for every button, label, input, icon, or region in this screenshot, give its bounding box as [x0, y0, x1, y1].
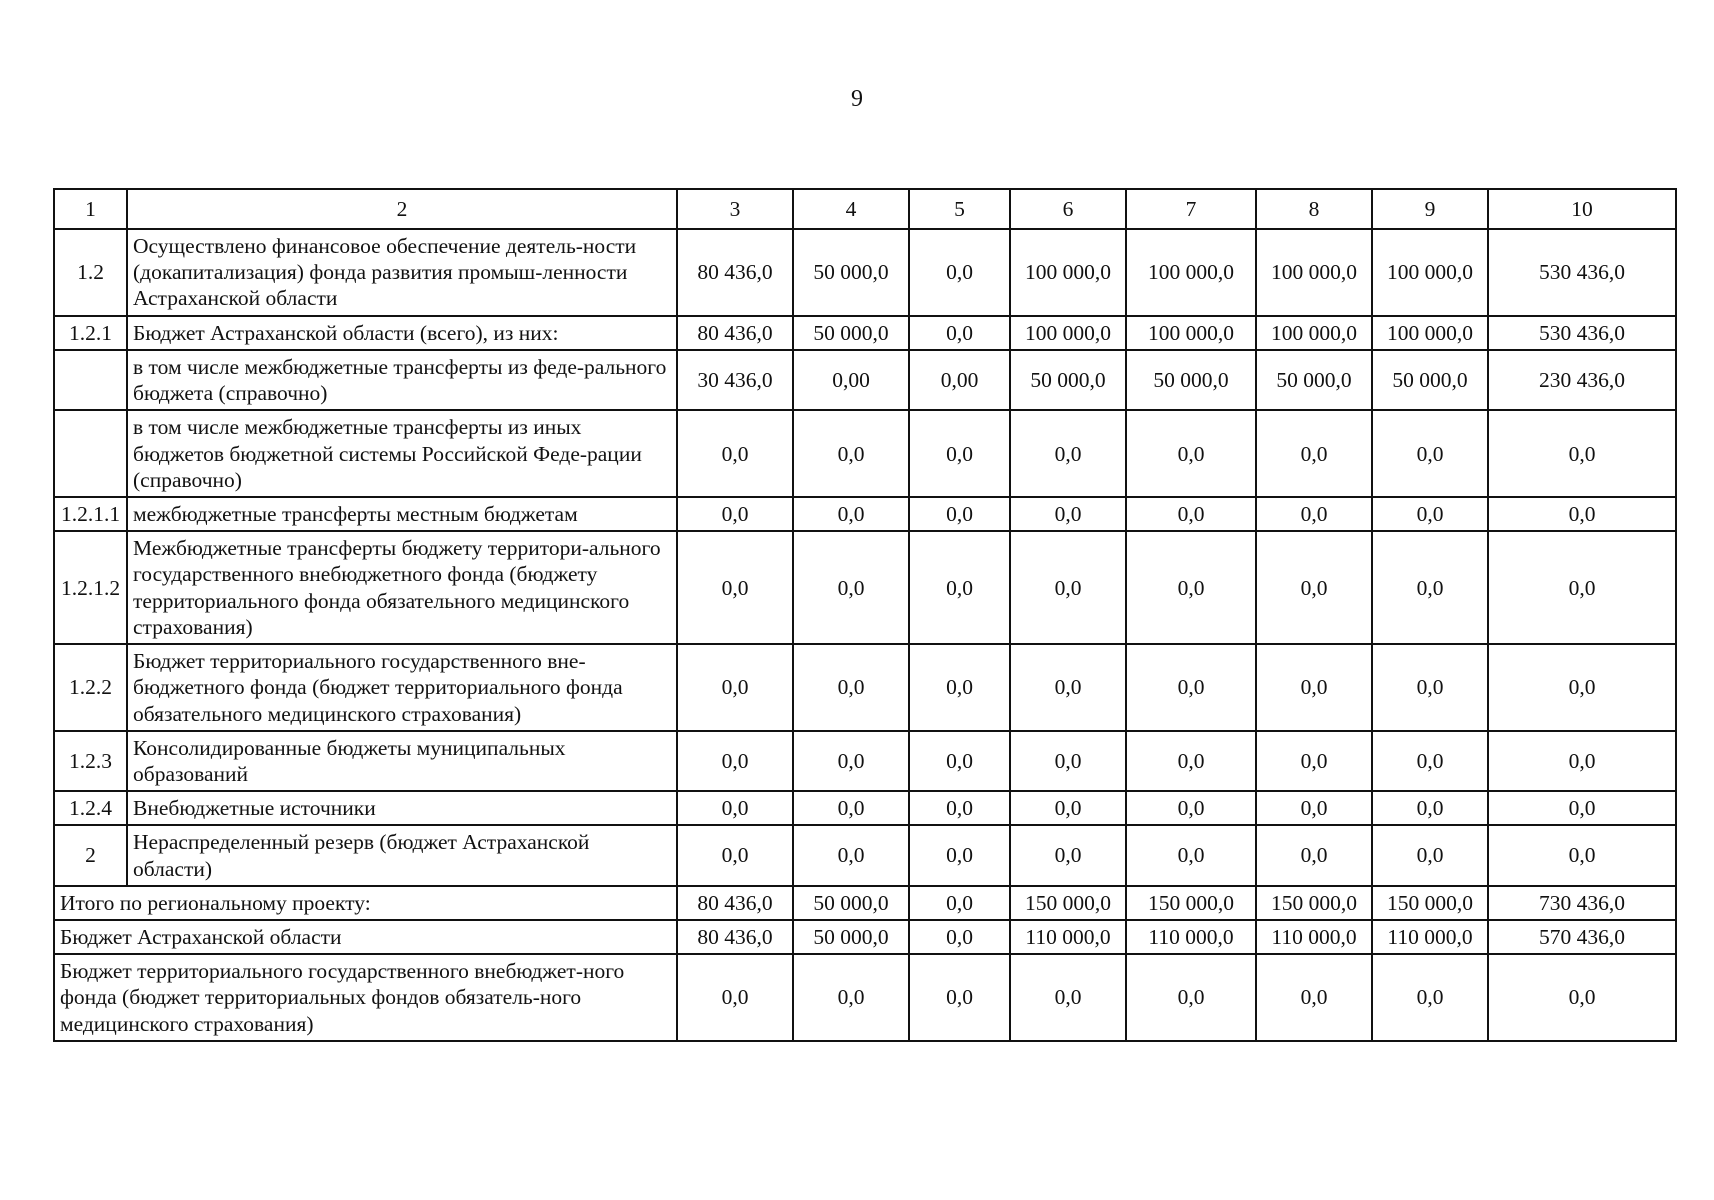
value-cell: 0,0 [1372, 497, 1488, 531]
value-cell: 0,0 [677, 791, 793, 825]
value-cell: 0,0 [909, 229, 1010, 316]
value-cell: 50 000,0 [793, 229, 909, 316]
value-cell: 0,0 [909, 825, 1010, 885]
table-row [54, 644, 1676, 731]
row-description: Консолидированные бюджеты муниципальных образований [127, 731, 677, 791]
column-header: 8 [1256, 189, 1372, 229]
table-row [54, 791, 1676, 825]
value-cell: 530 436,0 [1488, 316, 1676, 350]
summary-row [54, 920, 1676, 954]
summary-value-cell: 0,0 [793, 954, 909, 1041]
value-cell: 0,0 [1010, 791, 1126, 825]
value-cell: 50 000,0 [1126, 350, 1256, 410]
value-cell: 80 436,0 [677, 229, 793, 316]
summary-value-cell: 0,0 [677, 954, 793, 1041]
value-cell: 100 000,0 [1256, 229, 1372, 316]
value-cell: 0,0 [1372, 825, 1488, 885]
row-code: 1.2.1.2 [54, 531, 127, 644]
value-cell: 0,0 [909, 731, 1010, 791]
row-description: Бюджет территориального государственного вне-бюджетного фонда (бюджет территориального фонда обязательного медицинского страхования) [127, 644, 677, 731]
value-cell: 0,0 [1256, 825, 1372, 885]
row-description: Осуществлено финансовое обеспечение деятель-ности (докапитализация) фонда развития промыш-ленности Астраханской области [127, 229, 677, 316]
row-code: 1.2 [54, 229, 127, 316]
value-cell: 100 000,0 [1256, 316, 1372, 350]
summary-value-cell: 110 000,0 [1256, 920, 1372, 954]
summary-value-cell: 0,0 [909, 954, 1010, 1041]
value-cell: 0,0 [1010, 410, 1126, 497]
row-description: в том числе межбюджетные трансферты из иных бюджетов бюджетной системы Российской Феде-рации (справочно) [127, 410, 677, 497]
page-number: 9 [851, 86, 863, 112]
value-cell: 0,0 [1488, 644, 1676, 731]
column-header: 3 [677, 189, 793, 229]
value-cell: 0,0 [793, 531, 909, 644]
row-description: Нераспределенный резерв (бюджет Астраханской области) [127, 825, 677, 885]
summary-value-cell: 0,0 [1126, 954, 1256, 1041]
summary-row [54, 954, 1676, 1041]
summary-value-cell: 0,0 [1256, 954, 1372, 1041]
table-row [54, 531, 1676, 644]
summary-value-cell: 110 000,0 [1372, 920, 1488, 954]
summary-value-cell: 110 000,0 [1010, 920, 1126, 954]
summary-value-cell: 730 436,0 [1488, 886, 1676, 920]
column-header: 6 [1010, 189, 1126, 229]
value-cell: 0,0 [793, 791, 909, 825]
value-cell: 0,0 [909, 497, 1010, 531]
table-body [54, 229, 1676, 1041]
value-cell: 50 000,0 [1010, 350, 1126, 410]
value-cell: 230 436,0 [1488, 350, 1676, 410]
summary-value-cell: 0,0 [1010, 954, 1126, 1041]
value-cell: 30 436,0 [677, 350, 793, 410]
column-header: 10 [1488, 189, 1676, 229]
value-cell: 100 000,0 [1372, 316, 1488, 350]
value-cell: 80 436,0 [677, 316, 793, 350]
value-cell: 0,0 [1256, 644, 1372, 731]
value-cell: 0,0 [1372, 410, 1488, 497]
summary-value-cell: 80 436,0 [677, 920, 793, 954]
table-row [54, 229, 1676, 316]
table-row [54, 825, 1676, 885]
summary-label: Итого по региональному проекту: [54, 886, 677, 920]
value-cell: 0,0 [1256, 497, 1372, 531]
summary-value-cell: 50 000,0 [793, 920, 909, 954]
summary-value-cell: 0,0 [909, 920, 1010, 954]
table-row [54, 410, 1676, 497]
value-cell: 0,0 [677, 731, 793, 791]
value-cell: 0,0 [1256, 410, 1372, 497]
value-cell: 50 000,0 [793, 316, 909, 350]
table-row [54, 731, 1676, 791]
value-cell: 0,0 [793, 644, 909, 731]
budget-table [53, 188, 1677, 1042]
value-cell: 0,0 [1488, 410, 1676, 497]
row-description: межбюджетные трансферты местным бюджетам [127, 497, 677, 531]
value-cell: 0,0 [677, 825, 793, 885]
value-cell: 0,0 [793, 731, 909, 791]
value-cell: 0,0 [1010, 644, 1126, 731]
value-cell: 0,0 [793, 497, 909, 531]
summary-label: Бюджет территориального государственного внебюджет-ного фонда (бюджет территориальных фондов обязатель-ного медицинского страхования) [54, 954, 677, 1041]
column-header: 1 [54, 189, 127, 229]
value-cell: 0,00 [793, 350, 909, 410]
column-header: 2 [127, 189, 677, 229]
value-cell: 0,0 [1488, 497, 1676, 531]
value-cell: 0,0 [1256, 531, 1372, 644]
value-cell: 0,0 [1126, 791, 1256, 825]
summary-value-cell: 0,0 [1372, 954, 1488, 1041]
column-header: 4 [793, 189, 909, 229]
value-cell: 0,0 [1256, 731, 1372, 791]
value-cell: 0,0 [1488, 791, 1676, 825]
summary-value-cell: 0,0 [1488, 954, 1676, 1041]
value-cell: 0,0 [909, 410, 1010, 497]
value-cell: 0,0 [909, 644, 1010, 731]
summary-value-cell: 570 436,0 [1488, 920, 1676, 954]
row-description: в том числе межбюджетные трансферты из феде-рального бюджета (справочно) [127, 350, 677, 410]
value-cell: 100 000,0 [1010, 229, 1126, 316]
column-header: 5 [909, 189, 1010, 229]
row-code [54, 410, 127, 497]
summary-value-cell: 150 000,0 [1126, 886, 1256, 920]
value-cell: 0,0 [677, 497, 793, 531]
summary-value-cell: 150 000,0 [1256, 886, 1372, 920]
row-code [54, 350, 127, 410]
value-cell: 100 000,0 [1126, 229, 1256, 316]
value-cell: 0,0 [793, 410, 909, 497]
value-cell: 0,0 [1372, 791, 1488, 825]
value-cell: 0,0 [793, 825, 909, 885]
row-code: 1.2.2 [54, 644, 127, 731]
row-code: 1.2.1 [54, 316, 127, 350]
value-cell: 50 000,0 [1256, 350, 1372, 410]
value-cell: 0,0 [1126, 410, 1256, 497]
value-cell: 100 000,0 [1372, 229, 1488, 316]
header-row [54, 189, 1676, 229]
value-cell: 0,0 [1126, 825, 1256, 885]
row-code: 1.2.4 [54, 791, 127, 825]
row-description: Бюджет Астраханской области (всего), из них: [127, 316, 677, 350]
value-cell: 0,0 [1488, 531, 1676, 644]
value-cell: 0,0 [909, 791, 1010, 825]
summary-row [54, 886, 1676, 920]
value-cell: 0,0 [1372, 731, 1488, 791]
value-cell: 50 000,0 [1372, 350, 1488, 410]
summary-label: Бюджет Астраханской области [54, 920, 677, 954]
summary-value-cell: 0,0 [909, 886, 1010, 920]
value-cell: 0,0 [1488, 825, 1676, 885]
table-row [54, 350, 1676, 410]
row-code: 1.2.3 [54, 731, 127, 791]
value-cell: 0,0 [1372, 644, 1488, 731]
value-cell: 0,0 [909, 316, 1010, 350]
value-cell: 530 436,0 [1488, 229, 1676, 316]
row-description: Внебюджетные источники [127, 791, 677, 825]
value-cell: 100 000,0 [1010, 316, 1126, 350]
value-cell: 0,0 [1010, 731, 1126, 791]
summary-value-cell: 50 000,0 [793, 886, 909, 920]
row-code: 1.2.1.1 [54, 497, 127, 531]
summary-value-cell: 150 000,0 [1372, 886, 1488, 920]
value-cell: 100 000,0 [1126, 316, 1256, 350]
table-row [54, 316, 1676, 350]
value-cell: 0,0 [1010, 825, 1126, 885]
summary-value-cell: 80 436,0 [677, 886, 793, 920]
value-cell: 0,0 [1010, 497, 1126, 531]
value-cell: 0,0 [1256, 791, 1372, 825]
value-cell: 0,0 [1126, 497, 1256, 531]
value-cell: 0,0 [1010, 531, 1126, 644]
value-cell: 0,0 [677, 531, 793, 644]
value-cell: 0,0 [909, 531, 1010, 644]
value-cell: 0,0 [1372, 531, 1488, 644]
column-header: 9 [1372, 189, 1488, 229]
value-cell: 0,0 [1126, 644, 1256, 731]
summary-value-cell: 110 000,0 [1126, 920, 1256, 954]
value-cell: 0,0 [1488, 731, 1676, 791]
row-code: 2 [54, 825, 127, 885]
value-cell: 0,0 [1126, 731, 1256, 791]
value-cell: 0,0 [677, 410, 793, 497]
column-header: 7 [1126, 189, 1256, 229]
summary-value-cell: 150 000,0 [1010, 886, 1126, 920]
table-header [54, 189, 1676, 229]
table-row [54, 497, 1676, 531]
value-cell: 0,0 [1126, 531, 1256, 644]
value-cell: 0,00 [909, 350, 1010, 410]
row-description: Межбюджетные трансферты бюджету территори-ального государственного внебюджетного фонда (бюджету территориального фонда обязательного медицинского страхования) [127, 531, 677, 644]
value-cell: 0,0 [677, 644, 793, 731]
